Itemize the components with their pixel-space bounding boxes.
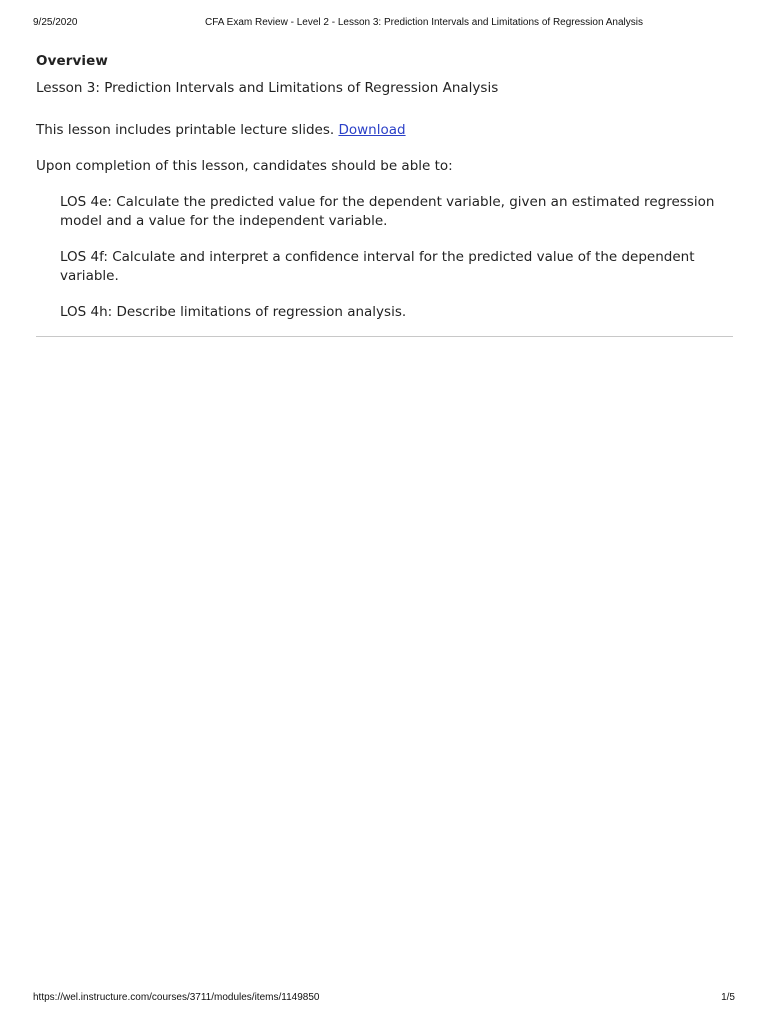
section-divider — [36, 336, 733, 337]
print-date: 9/25/2020 — [33, 17, 78, 28]
los-item: LOS 4e: Calculate the predicted value for the dependent variable, given an estimated regression model and a value for the independent variable. — [60, 194, 715, 229]
lecture-slides-text: This lesson includes printable lecture slides. — [36, 122, 339, 138]
completion-intro: Upon completion of this lesson, candidates should be able to: — [36, 158, 453, 174]
print-document-title: CFA Exam Review - Level 2 - Lesson 3: Prediction Intervals and Limitations of Regression Analysis — [205, 17, 643, 28]
lecture-slides-line — [36, 121, 733, 139]
overview-heading: Overview — [36, 53, 108, 69]
print-header — [33, 17, 735, 31]
download-link[interactable]: Download — [338, 122, 406, 138]
lesson-title: Lesson 3: Prediction Intervals and Limitations of Regression Analysis — [36, 80, 499, 96]
print-url: https://wel.instructure.com/courses/3711/modules/items/1149850 — [33, 992, 320, 1003]
los-item: LOS 4f: Calculate and interpret a confidence interval for the predicted value of the dependent variable. — [60, 249, 695, 284]
overview-section — [36, 52, 733, 339]
print-footer — [33, 992, 735, 1006]
los-list — [60, 193, 733, 322]
los-item: LOS 4h: Describe limitations of regression analysis. — [60, 304, 407, 320]
page-number: 1/5 — [721, 992, 735, 1003]
